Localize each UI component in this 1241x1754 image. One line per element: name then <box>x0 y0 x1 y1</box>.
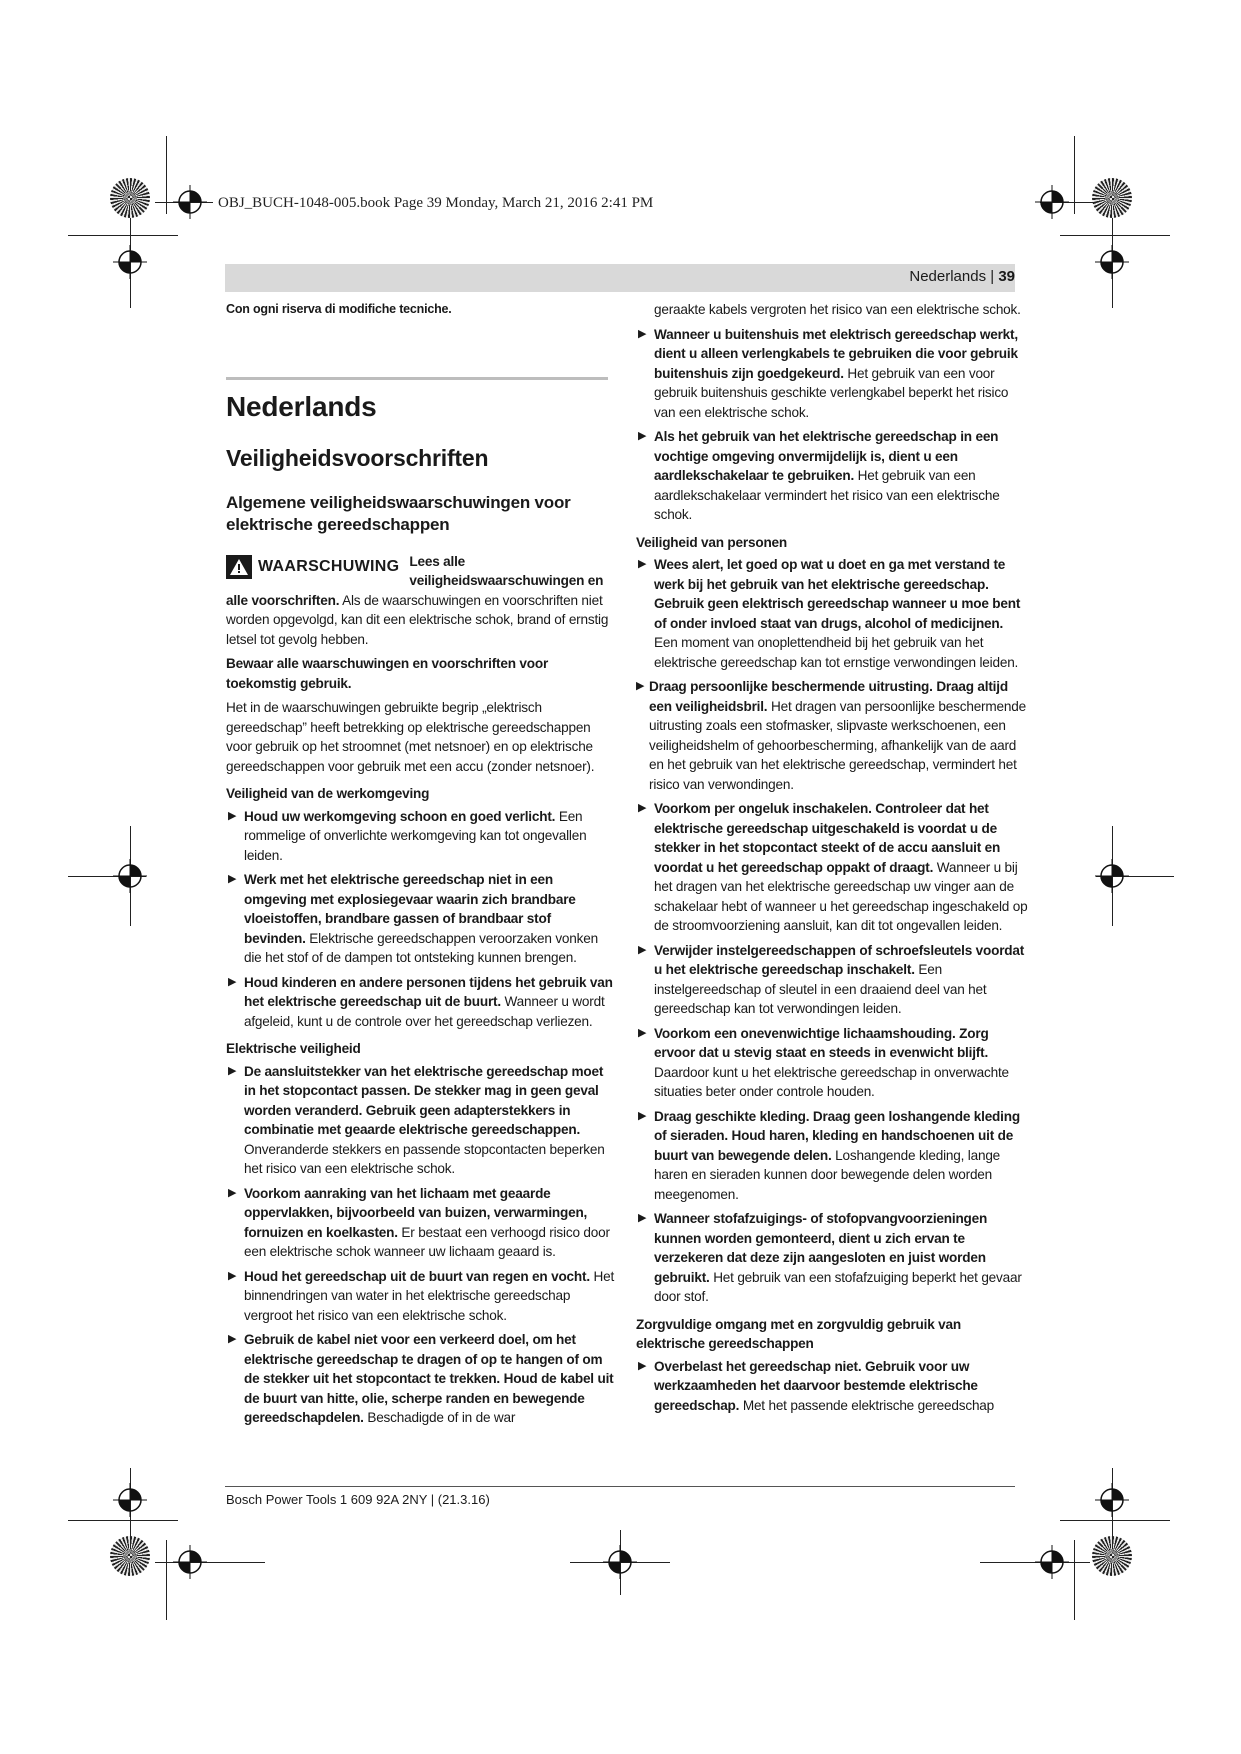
registration-mark-icon <box>1035 185 1069 219</box>
bullet-triangle-icon: ▶ <box>638 430 647 442</box>
page-number: 39 <box>998 268 1015 285</box>
list-item: ▶ Wanneer stofafzuigings- of stofopvangvoorzieningen kunnen worden gemonteerd, dient u zich ervan te verzekeren dat deze zijn aangesloten en juist worden gebruikt. Het gebruik van een stofafzuiging beperkt het gevaar door stof. <box>638 1211 1022 1304</box>
title-rule <box>226 377 608 380</box>
print-slug: OBJ_BUCH-1048-005.book Page 39 Monday, March 21, 2016 2:41 PM <box>218 195 654 211</box>
list-item: ▶ Werk met het elektrische gereedschap niet in een omgeving met explosiegevaar waarin zich brandbare vloeistoffen, brandbare gassen of brandbaar stof bevinden. Elektrische gereedschappen veroorzaken vonken die het stof of de dampen tot ontsteking kunnen brengen. <box>228 872 598 965</box>
list-item: ▶ Houd het gereedschap uit de buurt van regen en vocht. Het binnendringen van water in het elektrische gereedschap vergroot het risico van een elektrische schok. <box>228 1268 615 1323</box>
registration-mark-icon <box>173 185 207 219</box>
bullet-triangle-icon: ▶ <box>638 1109 647 1122</box>
color-wheel-icon <box>1092 178 1132 218</box>
list-item: ▶ De aansluitstekker van het elektrische gereedschap moet in het stopcontact passen. De stekker mag in geen geval worden veranderd. Gebruik geen adapterstekkers in combinatie met geaarde elektrische gereedschappen. Onveranderde stekkers en passende stopcontacten beperken het risico van een elektrische schok. <box>228 1063 605 1176</box>
warning-paragraph <box>226 552 616 650</box>
right-column <box>636 300 1028 1420</box>
running-head: Nederlands | 39 <box>909 268 1015 285</box>
color-wheel-icon <box>1092 1536 1132 1576</box>
electrical-heading: Elektrische veiligheid <box>226 1041 361 1056</box>
list-item: ▶ Draag persoonlijke beschermende uitrusting. Draag altijd een veiligheidsbril. Het dragen van persoonlijke beschermende uitrusting zoals een stofmasker, slipvaste werkschoenen, een veiligheidshelm of gehoorbescherming, afhankelijk van de aard en het gebruik van het elektrische gereedschap, vermindert het risico van verwondingen. <box>636 679 1026 792</box>
warning-text: Als de waarschuwingen en voorschriften niet worden opgevolgd, kan dit een elektrische schok, brand of ernstig letsel tot gevolg hebben. <box>226 592 609 647</box>
header-bar <box>225 264 1015 292</box>
keep-instructions: Bewaar alle waarschuwingen en voorschriften voor toekomstig gebruik. <box>226 656 549 691</box>
bullet-triangle-icon: ▶ <box>638 558 647 570</box>
bullet-triangle-icon: ▶ <box>228 1064 237 1077</box>
bullet-triangle-icon: ▶ <box>228 873 237 885</box>
list-item: ▶ Draag geschikte kleding. Draag geen loshangende kleding of sieraden. Houd haren, kleding en handschoenen uit de buurt van bewegende delen. Loshangende kleding, lange haren en sieraden kunnen door bewegende delen worden meegenomen. <box>638 1108 1020 1202</box>
list-item: ▶ Voorkom per ongeluk inschakelen. Controleer dat het elektrische gereedschap uitgeschakeld is voordat u de stekker in het stopcontact steekt of de accu aansluit en voordat u het gereedschap oppakt of draagt. Wanneer u bij het dragen van het elektrische gereedschap uw vinger aan de schakelaar hebt of wanneer u het gereedschap ingeschakeld op de stroomvoorziening aansluit, kan dit tot ongevallen leiden. <box>638 801 1028 933</box>
bullet-triangle-icon: ▶ <box>638 1212 647 1224</box>
footer-rule <box>225 1486 1015 1487</box>
section-title: Veiligheidsvoorschriften <box>226 444 489 471</box>
list-item: ▶ Wanneer u buitenshuis met elektrisch gereedschap werkt, dient u alleen verlengkabels te gebruiken die voor gebruik buitenshuis zijn goedgekeurd. Het gebruik van een voor gebruik buitenshuis geschikte verlengkabel beperkt het risico van een elektrische schok. <box>638 326 1018 420</box>
bullet-triangle-icon: ▶ <box>228 809 237 822</box>
work-area-heading: Veiligheid van de werkomgeving <box>226 786 430 801</box>
registration-mark-icon <box>113 1483 147 1517</box>
warning-icon <box>226 555 252 579</box>
continuation-text: geraakte kabels vergroten het risico van een elektrische schok. <box>654 302 1021 317</box>
subsection-title: Algemene veiligheidswaarschuwingen voor elektrische gereedschappen <box>226 492 571 534</box>
list-item: ▶ Overbelast het gereedschap niet. Gebruik voor uw werkzaamheden het daarvoor bestemde elektrische gereedschap. Met het passende elektrische gereedschap <box>638 1358 995 1413</box>
italian-note: Con ogni riserva di modifiche tecniche. <box>226 302 452 316</box>
bullet-triangle-icon: ▶ <box>636 680 645 692</box>
registration-mark-icon <box>1035 1545 1069 1579</box>
careful-use-heading: Zorgvuldige omgang met en zorgvuldig gebruik van elektrische gereedschappen <box>636 1316 961 1351</box>
bullet-triangle-icon: ▶ <box>638 1026 647 1039</box>
list-item: ▶ Houd uw werkomgeving schoon en goed verlicht. Een rommelige of onverlichte werkomgeving kan tot ongevallen leiden. <box>228 808 587 863</box>
color-wheel-icon <box>110 178 150 218</box>
list-item: ▶ Verwijder instelgereedschappen of schroefsleutels voordat u het elektrische gereedschap inschakelt. Een instelgereedschap of sleutel in een draaiend deel van het gereedschap kan tot verwondingen leiden. <box>638 942 1025 1016</box>
list-item: ▶ Houd kinderen en andere personen tijdens het gebruik van het elektrische gereedschap uit de buurt. Wanneer u wordt afgeleid, kunt u de controle over het gereedschap verliezen. <box>228 974 613 1029</box>
registration-mark-icon <box>1095 245 1129 279</box>
registration-mark-icon <box>113 859 147 893</box>
warning-label-text: WAARSCHUWING <box>258 557 400 575</box>
list-item: ▶ Voorkom aanraking van het lichaam met geaarde oppervlakken, bijvoorbeeld van buizen, verwarmingen, fornuizen en koelkasten. Er bestaat een verhoogd risico door een elektrische schok wanneer uw lichaam geaard is. <box>228 1185 610 1259</box>
list-item: ▶ Voorkom een onevenwichtige lichaamshouding. Zorg ervoor dat u stevig staat en steeds in evenwicht blijft. Daardoor kunt u het elektrische gereedschap in onverwachte situaties beter onder controle houden. <box>638 1025 1009 1099</box>
registration-mark-icon <box>1095 1483 1129 1517</box>
bullet-triangle-icon: ▶ <box>638 1359 647 1372</box>
bullet-triangle-icon: ▶ <box>228 1269 237 1282</box>
bullet-triangle-icon: ▶ <box>228 1186 237 1199</box>
list-item: ▶ Als het gebruik van het elektrische gereedschap in een vochtige omgeving onvermijdelijk is, dient u een aardlekschakelaar te gebruiken. Het gebruik van een aardlekschakelaar vermindert het risico van een elektrische schok. <box>638 429 1000 522</box>
list-item: ▶ Gebruik de kabel niet voor een verkeerd doel, om het elektrische gereedschap te dragen of op te hangen of om de stekker uit het stopcontact te trekken. Houd de kabel uit de buurt van hitte, olie, scherpe randen en bewegende gereedschapdelen. Beschadigde of in de war <box>228 1332 614 1425</box>
bullet-triangle-icon: ▶ <box>638 327 647 340</box>
personal-safety-heading: Veiligheid van personen <box>636 534 788 550</box>
bullet-triangle-icon: ▶ <box>638 943 647 956</box>
bullet-triangle-icon: ▶ <box>228 975 237 988</box>
registration-mark-icon <box>113 245 147 279</box>
color-wheel-icon <box>110 1536 150 1576</box>
running-head-language: Nederlands <box>909 268 987 285</box>
page-title: Nederlands <box>226 390 377 422</box>
footer: Bosch Power Tools 1 609 92A 2NY | (21.3.16) <box>226 1492 490 1507</box>
bullet-triangle-icon: ▶ <box>638 802 647 814</box>
registration-mark-icon <box>603 1545 637 1579</box>
term-definition: Het in de waarschuwingen gebruikte begrip „elektrisch gereedschap” heeft betrekking op elektrische gereedschappen voor gebruik op het stroomnet (met netsnoer) en op elektrische gereedschappen voor gebruik met een accu (zonder netsnoer). <box>226 700 595 774</box>
registration-mark-icon <box>173 1545 207 1579</box>
warning-bold: Lees alle veiligheidswaarschuwingen en alle voorschriften. <box>226 553 604 608</box>
list-item: ▶ Wees alert, let goed op wat u doet en ga met verstand te werk bij het gebruik van het elektrische gereedschap. Gebruik geen elektrisch gereedschap wanneer u moe bent of onder invloed staat van drugs, alcohol of medicijnen. Een moment van onoplettendheid bij het gebruik van het elektrische gereedschap kan tot ernstige verwondingen leiden. <box>638 557 1021 670</box>
bullet-triangle-icon: ▶ <box>228 1333 237 1345</box>
registration-mark-icon <box>1095 859 1129 893</box>
warning-label <box>226 554 399 580</box>
left-column <box>226 300 616 1433</box>
